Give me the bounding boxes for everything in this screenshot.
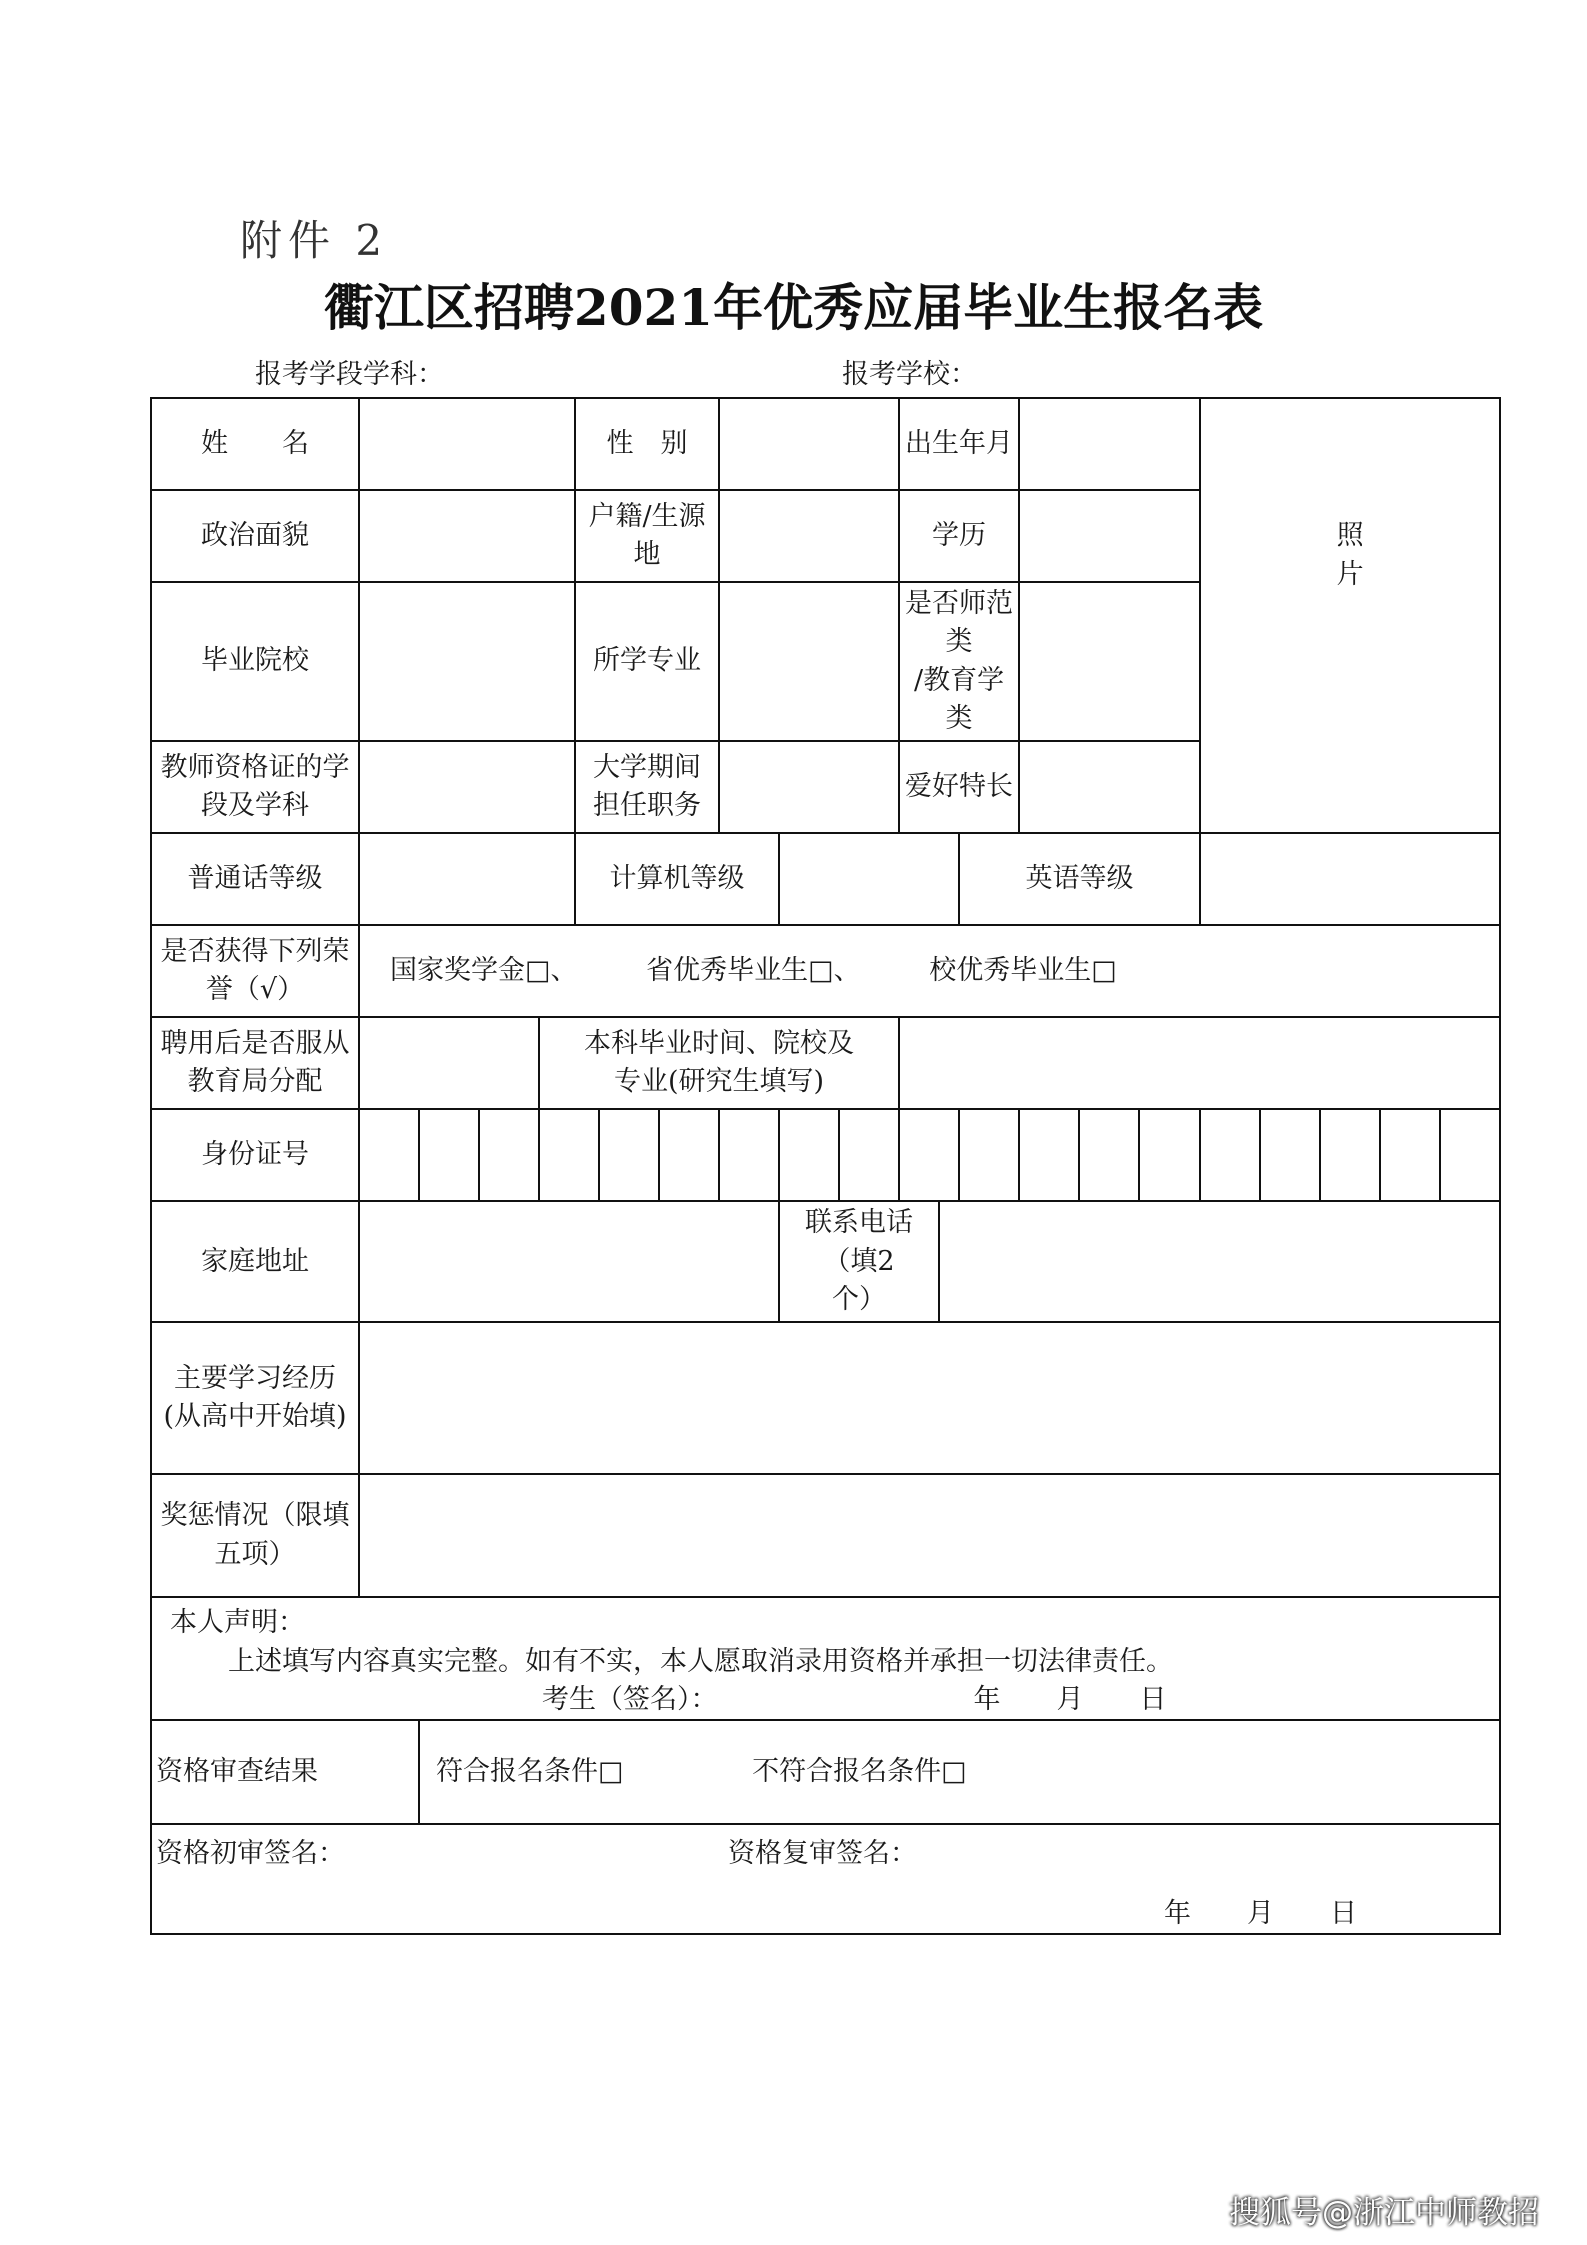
awards-field[interactable] xyxy=(359,1474,1500,1597)
apply-school-label: 报考学校： xyxy=(842,359,977,390)
address-field[interactable] xyxy=(359,1201,779,1322)
review-month: 月 xyxy=(1247,1898,1274,1930)
registration-form-table xyxy=(150,397,1501,1935)
honors-label-line2: 誉（√） xyxy=(205,974,305,1006)
political-field[interactable] xyxy=(359,490,575,582)
hobby-field[interactable] xyxy=(1019,741,1200,833)
assign-field[interactable] xyxy=(359,1017,539,1109)
cert-label-line1: 教师资格证的学 xyxy=(160,751,350,783)
review-options xyxy=(419,1720,1500,1824)
first-review-signature-label: 资格初审签名： xyxy=(156,1838,345,1870)
normal-label-line2: /教育学类 xyxy=(913,664,1005,734)
hobby-label: 爱好特长 xyxy=(899,741,1019,833)
post-label xyxy=(575,741,719,833)
cert-field[interactable] xyxy=(359,741,575,833)
education-field[interactable] xyxy=(1019,490,1200,582)
declaration-year: 年 xyxy=(973,1683,1001,1715)
undergrad-label-line2: 专业(研究生填写) xyxy=(613,1066,825,1098)
id-digit-box[interactable] xyxy=(359,1109,419,1201)
english-label: 英语等级 xyxy=(959,833,1200,925)
assign-label xyxy=(151,1017,359,1109)
attachment-label: 附件 2 xyxy=(240,216,389,265)
undergrad-label xyxy=(539,1017,899,1109)
photo-box[interactable] xyxy=(1200,398,1500,833)
grad-school-label: 毕业院校 xyxy=(151,582,359,741)
id-digit-box[interactable] xyxy=(1019,1109,1079,1201)
review-signatures xyxy=(151,1824,1500,1934)
normal-label-line1: 是否师范类 xyxy=(905,588,1014,658)
assign-label-line2: 教育局分配 xyxy=(187,1066,323,1098)
declaration-heading: 本人声明： xyxy=(170,1607,305,1639)
normal-field[interactable] xyxy=(1019,582,1200,741)
id-digit-box[interactable] xyxy=(539,1109,599,1201)
id-digit-box[interactable] xyxy=(1079,1109,1139,1201)
form-title: 衢江区招聘2021年优秀应届毕业生报名表 xyxy=(323,278,1264,337)
phone-label xyxy=(779,1201,939,1322)
id-digit-box[interactable] xyxy=(1200,1109,1260,1201)
review-date xyxy=(1164,1895,1413,1933)
post-field[interactable] xyxy=(719,741,899,833)
study-label-line1: 主要学习经历 xyxy=(174,1362,336,1394)
mandarin-field[interactable] xyxy=(359,833,575,925)
education-label: 学历 xyxy=(899,490,1019,582)
study-label-line2: (从高中开始填) xyxy=(163,1401,347,1433)
id-digit-box[interactable] xyxy=(1260,1109,1320,1201)
english-field[interactable] xyxy=(1200,833,1500,925)
study-history-field[interactable] xyxy=(359,1322,1500,1474)
id-digit-box[interactable] xyxy=(839,1109,899,1201)
declaration-month: 月 xyxy=(1056,1683,1084,1715)
photo-label-line1: 照 xyxy=(1336,520,1364,552)
candidate-signature-label: 考生（签名）： xyxy=(542,1683,718,1715)
photo-label-line2: 片 xyxy=(1336,558,1364,590)
awards-label xyxy=(151,1474,359,1597)
name-field[interactable] xyxy=(359,398,575,490)
declaration xyxy=(151,1597,1500,1720)
honor-national-checkbox[interactable]: 国家奖学金□、 xyxy=(390,955,578,987)
undergrad-field[interactable] xyxy=(899,1017,1500,1109)
birth-field[interactable] xyxy=(1019,398,1200,490)
cert-label xyxy=(151,741,359,833)
id-digit-box[interactable] xyxy=(1139,1109,1200,1201)
id-digit-box[interactable] xyxy=(1380,1109,1440,1201)
computer-label: 计算机等级 xyxy=(575,833,779,925)
grad-school-field[interactable] xyxy=(359,582,575,741)
gender-field[interactable] xyxy=(719,398,899,490)
address-label: 家庭地址 xyxy=(151,1201,359,1322)
honor-school-checkbox[interactable]: 校优秀毕业生□ xyxy=(929,955,1117,987)
gender-label: 性 别 xyxy=(575,398,719,490)
honors-label xyxy=(151,925,359,1017)
honors-options xyxy=(359,925,1500,1017)
id-digit-box[interactable] xyxy=(959,1109,1019,1201)
undergrad-label-line1: 本科毕业时间、院校及 xyxy=(584,1027,855,1059)
study-history-label xyxy=(151,1322,359,1474)
major-field[interactable] xyxy=(719,582,899,741)
phone-label-line1: 联系电话（填2 xyxy=(805,1207,914,1277)
computer-field[interactable] xyxy=(779,833,959,925)
major-label: 所学专业 xyxy=(575,582,719,741)
honors-label-line1: 是否获得下列荣 xyxy=(160,935,350,967)
post-label-line1: 大学期间 xyxy=(593,751,701,783)
awards-label-line1: 奖惩情况（限填 xyxy=(160,1500,350,1532)
post-label-line2: 担任职务 xyxy=(593,790,701,822)
name-label: 姓 名 xyxy=(151,398,359,490)
awards-label-line2: 五项） xyxy=(214,1538,296,1570)
declaration-day: 日 xyxy=(1139,1683,1167,1715)
id-digit-box[interactable] xyxy=(419,1109,479,1201)
id-digit-box[interactable] xyxy=(779,1109,839,1201)
phone-field[interactable] xyxy=(939,1201,1500,1322)
hukou-label: 户籍/生源地 xyxy=(575,490,719,582)
cert-label-line2: 段及学科 xyxy=(201,790,309,822)
normal-label xyxy=(899,582,1019,741)
qualified-checkbox[interactable]: 符合报名条件□ xyxy=(436,1756,624,1788)
watermark: 搜狐号@浙江中师教招 xyxy=(1229,2195,1539,2231)
political-label: 政治面貌 xyxy=(151,490,359,582)
review-year: 年 xyxy=(1164,1898,1191,1930)
assign-label-line1: 聘用后是否服从 xyxy=(160,1027,350,1059)
apply-subject-label: 报考学段学科： xyxy=(255,359,444,390)
id-digit-box[interactable] xyxy=(719,1109,779,1201)
id-digit-box[interactable] xyxy=(599,1109,659,1201)
review-result-label: 资格审查结果 xyxy=(151,1720,419,1824)
review-day: 日 xyxy=(1330,1898,1357,1930)
birth-label: 出生年月 xyxy=(899,398,1019,490)
declaration-signature-line xyxy=(170,1681,1499,1719)
id-digit-box[interactable] xyxy=(659,1109,719,1201)
second-review-signature-label: 资格复审签名： xyxy=(728,1838,917,1870)
declaration-text: 上述填写内容真实完整。如有不实，本人愿取消录用资格并承担一切法律责任。 xyxy=(228,1645,1173,1677)
mandarin-label: 普通话等级 xyxy=(151,833,359,925)
unqualified-checkbox[interactable]: 不符合报名条件□ xyxy=(752,1756,967,1788)
hukou-field[interactable] xyxy=(719,490,899,582)
id-digit-box[interactable] xyxy=(1320,1109,1380,1201)
id-digit-box[interactable] xyxy=(899,1109,959,1201)
id-digit-box[interactable] xyxy=(479,1109,539,1201)
honor-provincial-checkbox[interactable]: 省优秀毕业生□、 xyxy=(646,955,861,987)
id-number-label: 身份证号 xyxy=(151,1109,359,1201)
phone-label-line2: 个） xyxy=(832,1283,887,1315)
id-digit-box[interactable] xyxy=(1440,1109,1500,1201)
